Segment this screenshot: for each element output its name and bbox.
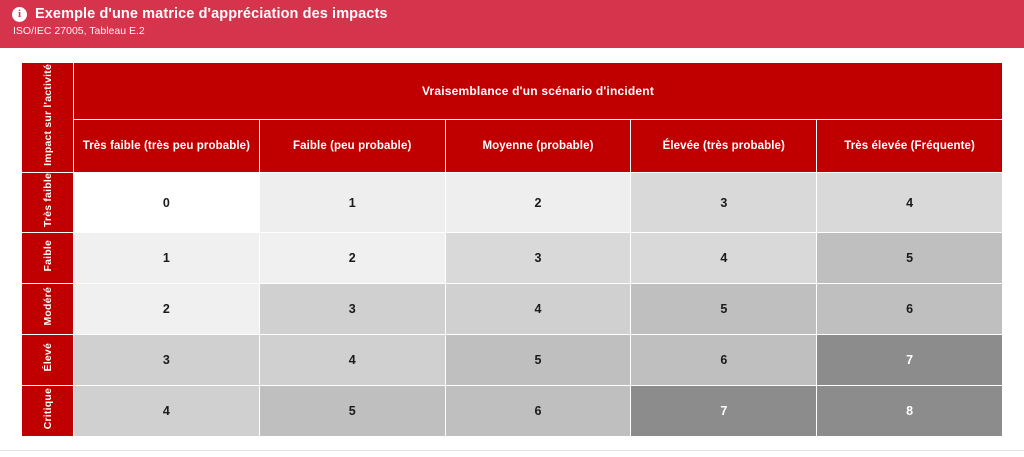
row-header-label: Modéré: [41, 287, 54, 326]
matrix-cell-r4c1: 3: [74, 335, 260, 386]
matrix-cell-r4c4: 6: [631, 335, 817, 386]
row-header-label: Critique: [41, 388, 54, 430]
matrix-cell-r3c5: 6: [817, 284, 1003, 335]
column-header-4: Élevée (très probable): [631, 120, 817, 173]
row-header-label: Faible: [41, 239, 54, 272]
row-header-3: [22, 284, 74, 335]
column-header-5: Très élevée (Fréquente): [817, 120, 1003, 173]
table-row: [22, 284, 1003, 335]
bottom-divider: [0, 450, 1024, 451]
banner-title-row: [12, 6, 1024, 22]
row-header-label: Élevé: [41, 343, 54, 372]
matrix-cell-r1c2: 1: [259, 173, 445, 233]
matrix-column-header-row: [22, 120, 1003, 173]
matrix-cell-r2c4: 4: [631, 233, 817, 284]
matrix-cell-r5c3: 6: [445, 386, 631, 437]
matrix-cell-r2c3: 3: [445, 233, 631, 284]
row-header-2: [22, 233, 74, 284]
matrix-cell-r4c3: 5: [445, 335, 631, 386]
figure-source-reference: ISO/IEC 27005, Tableau E.2: [13, 25, 145, 37]
matrix-cell-r4c2: 4: [259, 335, 445, 386]
matrix-cell-r2c1: 1: [74, 233, 260, 284]
matrix-cell-r2c5: 5: [817, 233, 1003, 284]
matrix-cell-r3c3: 4: [445, 284, 631, 335]
matrix-cell-r1c5: 4: [817, 173, 1003, 233]
column-header-1: Très faible (très peu probable): [74, 120, 260, 173]
matrix-cell-r1c4: 3: [631, 173, 817, 233]
row-header-4: [22, 335, 74, 386]
matrix-cell-r3c1: 2: [74, 284, 260, 335]
table-row: [22, 386, 1003, 437]
impact-likelihood-matrix: [21, 62, 1003, 437]
matrix-cell-r5c1: 4: [74, 386, 260, 437]
matrix-cell-r1c1: 0: [74, 173, 260, 233]
info-icon: i: [12, 7, 27, 22]
table-row: [22, 173, 1003, 233]
matrix-cell-r5c5: 8: [817, 386, 1003, 437]
matrix-cell-r3c2: 3: [259, 284, 445, 335]
matrix-cell-r1c3: 2: [445, 173, 631, 233]
matrix-cell-r5c2: 5: [259, 386, 445, 437]
row-header-1: [22, 173, 74, 233]
matrix-cell-r3c4: 5: [631, 284, 817, 335]
table-row: [22, 233, 1003, 284]
row-header-label: Très faible: [41, 173, 54, 228]
matrix-cell-r5c4: 7: [631, 386, 817, 437]
row-axis-label: Impact sur l'activité: [41, 64, 54, 166]
row-header-5: [22, 386, 74, 437]
figure-header-banner: [0, 0, 1024, 48]
matrix-cell-r4c5: 7: [817, 335, 1003, 386]
matrix-cell-r2c2: 2: [259, 233, 445, 284]
figure-title: Exemple d'une matrice d'appréciation des impacts: [35, 6, 388, 22]
row-axis-label-cell: [22, 63, 74, 173]
table-row: [22, 335, 1003, 386]
matrix-top-header-row: [22, 63, 1003, 120]
column-header-2: Faible (peu probable): [259, 120, 445, 173]
column-header-3: Moyenne (probable): [445, 120, 631, 173]
column-axis-label: Vraisemblance d'un scénario d'incident: [74, 63, 1003, 120]
